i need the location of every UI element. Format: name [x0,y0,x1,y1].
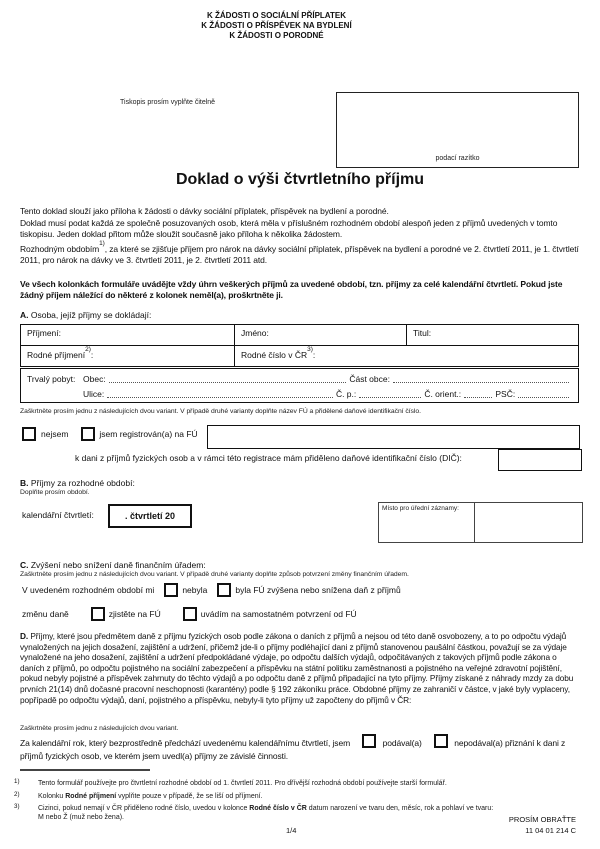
footnote-3-text [38,804,493,822]
official-records-label: Místo pro úřední záznamy: [382,505,459,512]
section-d-paragraph [20,631,582,705]
tax-change-row-1 [22,583,401,597]
footnote-ref-3: 3) [307,346,313,353]
footnote-3 [14,804,586,822]
checkbox-registrovan-label: jsem registrován(a) na FÚ [99,429,198,439]
footnote-2-marker: 2) [14,790,20,798]
intro-p3-pre: Rozhodným obdobím [20,243,100,254]
orient-no-field-line[interactable] [464,396,492,398]
page-number: 1/4 [286,826,297,835]
orient-no-label: Č. orient.: [424,389,462,399]
checkbox-nepodaval[interactable] [434,734,448,748]
section-b-heading [20,478,135,488]
section-c-note: Zaškrtněte prosím jednu z následujících dvou variant. V případě druhé varianty doplňte způsob potvrzení změny finančním úřadem. [20,571,409,578]
footnote-1 [14,779,586,788]
section-a-heading [20,310,151,320]
header-line-1: K ŽÁDOSTI O SOCIÁLNÍ PŘÍPLATEK [207,11,346,20]
footnote-separator [20,769,150,771]
fn3-bold: Rodné číslo v ČR [249,805,307,812]
checkbox-byla[interactable] [217,583,231,597]
footnote-ref-2: 2) [85,346,91,353]
fu-name-input[interactable] [207,425,580,449]
intro-bold-instruction: Ve všech kolonkách formuláře uvádějte vždy úhrn veškerých příjmů za uvedené období, tzn. příjmy za celé kalendářní čtvrtletí. Pokud jste žádný příjem náležící do některé z kolonek neměl(a), proškrtněte ji. [20,278,563,300]
birth-surname-field[interactable] [21,346,235,366]
residence-box [20,368,579,403]
title-label: Titul: [413,328,432,338]
checkbox-zjistete-na-fu[interactable] [91,607,105,621]
fill-legibly-note: Tiskopis prosím vyplňte čitelně [120,99,216,106]
turn-over-note: PROSÍM OBRAŤTE [508,815,576,824]
fn2-bold: Rodné příjmení [65,792,117,800]
fn2-post: vyplňte pouze v případě, že se liší od příjmení. [116,792,263,800]
dic-input[interactable] [498,449,582,471]
person-table [20,324,579,367]
filing-stamp-box[interactable] [336,92,579,168]
section-d-note: Zaškrtněte prosím jednu z následujících dvou variant. [20,725,179,732]
surname-label: Příjmení: [27,328,62,338]
header-line-3: K ŽÁDOSTI O PORODNÉ [229,31,324,40]
checkbox-samostatne-potvrzeni[interactable] [183,607,197,621]
checkbox-nejsem-label: nejsem [41,429,69,439]
section-c-heading [20,560,206,570]
city-label: Obec: [83,374,106,384]
checkbox-podaval[interactable] [362,734,376,748]
residence-row-1 [27,371,572,386]
section-b-note: Doplňte prosím období. [20,489,90,496]
firstname-field[interactable] [235,325,407,345]
section-c-letter: C. [20,560,29,570]
footnote-3-marker: 3) [14,803,20,810]
checkbox-nepodaval-label: nepodával(a) přiznání k dani z příjmů fyzických osob, ve kterém jsem uvedl(a) příjmy ze závislé činnosti. [20,738,566,761]
checkbox-nejsem[interactable] [22,427,36,441]
birth-surname-label: Rodné příjmení [27,349,86,360]
tax-change-pre: V uvedeném rozhodném období mi [22,585,155,595]
page-title: Doklad o výši čtvrtletního příjmu [175,171,425,188]
footnote-ref-1: 1) [99,240,105,247]
checkbox-jsem-registrovan[interactable] [81,427,95,441]
declaration-pre: Za kalendářní rok, který bezprostředně předchází uvedenému kalendářnímu čtvrtletí, jsem [20,738,351,748]
section-d-text: Příjmy, které jsou předmětem daně z příjmu fyzických osob podle zákona o daních z příjmů a nejsou od této daně osvobozeny, a to po odpočtu výdajů vynaložených na jejich dosažení, zajištění a udržení, přičemž jde-li o příjmy podléhající dani z příjmů stanovenou paušální částkou, považují se za výdaje vynaložené na jeho dosažení, zajištění a udržení předpokládané výdaje, po odpočtu dalších výdajů, odpočitávaných z takových příjmů podle zákona o daních z příjmů, po odpočtu pojistného na sociální zabezpečení a příspěvku na státní politiku zaměstnanosti a pojistného na veřejné zdravotní pojištění, pokud nebyly pojistné a příspěvek zahrnuty do těchto výdajů a po odpočtu daně z příjmů připadající na tyto příjmy. Příjmy získané z náhrady mzdy za dobu prvních 21(14) dnů dočasné pracovní neschopnosti (karantény) podle § 192 zákoníku práce. Obdobné příjmy ze zahraničí v částce, v jaké byly vyplaceny, popřípadě po odpočtu výdajů, daní, pojistného a příspěvku, nebyly-li tyto příjmy už započteny do příjmů v ČR: [20,631,574,705]
checkbox-podaval-label: podával(a) [382,738,422,748]
city-part-label: Část obce: [349,374,390,384]
tax-change-row2-pre: změnu daně [22,609,69,619]
footnote-1-text: Tento formulář používejte pro čtvrtletní rozhodné období od 1. čtvrtletí 2011. Pro dřívější rozhodná období používejte starší formulář. [38,780,447,787]
footnote-1-marker: 1) [14,778,20,785]
city-part-field-line[interactable] [393,381,569,383]
surname-field[interactable] [21,325,235,345]
footnote-2 [14,792,586,801]
section-a-title: Osoba, jejíž příjmy se dokládají: [28,310,152,320]
official-records-divider [474,503,475,542]
form-code: 11 04 01 214 C [525,826,576,835]
checkbox-nebyla[interactable] [164,583,178,597]
declaration-row [20,734,583,763]
footnotes [14,779,586,826]
footnote-2-text [38,792,263,801]
street-field-line[interactable] [107,396,333,398]
section-a-variant-note: Zaškrtněte prosím jednu z následujících dvou variant. V případě druhé varianty doplňte název FÚ a přidělené daňové identifikační číslo. [20,408,421,415]
tax-change-row-2 [22,607,357,621]
table-row [21,325,578,346]
official-records-box[interactable] [378,502,583,543]
quarter-input[interactable]: . čtvrtletí 20 [108,504,192,528]
header-line-2: K ŽÁDOSTI O PŘÍSPĚVEK NA BYDLENÍ [201,21,352,30]
form-purpose-header [0,11,553,41]
fn3-post: datum narození ve tvaru den, měsíc, rok a pohlaví ve tvaru: [306,805,494,812]
checkbox-zjistete-label: zjistěte na FÚ [108,609,161,619]
birth-number-label: Rodné číslo v ČR [241,349,308,360]
filing-stamp-label: podací razítko [435,155,480,162]
intro-paragraphs [20,206,581,302]
intro-paragraph-3 [20,241,581,266]
city-field-line[interactable] [109,381,347,383]
table-row [21,346,578,366]
house-no-field-line[interactable] [359,396,421,398]
colon: : [312,349,316,360]
residence-row-2 [27,386,572,401]
section-b-title: Příjmy za rozhodné období: [28,478,135,488]
zip-field-line[interactable] [518,396,569,398]
title-field[interactable] [407,325,578,345]
fu-registration-row [22,427,198,441]
fn2-pre: Kolonku [38,792,66,800]
section-b-letter: B. [20,478,29,488]
section-a-letter: A. [20,310,29,320]
checkbox-nebyla-label: nebyla [182,585,208,595]
colon: : [90,349,94,360]
checkbox-potvrzeni-label: uvádím na samostatném potvrzení od FÚ [200,609,357,619]
zip-label: PSČ: [495,389,516,399]
quarter-label: kalendářní čtvrtletí: [22,510,94,520]
house-no-label: Č. p.: [335,389,357,399]
residence-label: Trvalý pobyt: [27,374,76,384]
firstname-label: Jméno: [241,328,269,338]
street-label: Ulice: [83,389,105,399]
fn3-line2: M nebo Ž (muž nebo žena). [38,814,124,821]
intro-paragraph-1: Tento doklad slouží jako příloha k žádosti o dávky sociální příplatek, příspěvek na bydlení a porodné. [20,206,389,216]
checkbox-byla-label: byla FÚ zvýšena nebo snížena daň z příjmů [235,585,401,595]
fn3-pre: Cizinci, pokud nemají v ČR přiděleno rodné číslo, uvedou v kolonce [38,805,250,812]
tax-id-line: k dani z příjmů fyzických osob a v rámci této registrace mám přiděleno daňové identifikační číslo (DIČ): [75,453,462,463]
birth-number-field[interactable] [235,346,578,366]
section-d-letter: D. [20,631,29,641]
intro-p3-post: , za které se zjišťuje příjem pro nárok na dávky sociální příplatek, příspěvek na bydlení a porodné ve 2. čtvrtletí 2011, je 1. čtvrtletí 2011, pro nárok na dávky ve 3. čtvrtletí 2011, je 2. čtvrtletí 2011 atd. [20,243,579,265]
section-c-title: Zvýšení nebo snížení daně finančním úřadem: [28,560,206,570]
intro-paragraph-2: Doklad musí podat každá ze společně posuzovaných osob, která měla v příslušném rozhodném období alespoň jeden z příjmů uvedených v tomto tiskopisu. Jeden doklad přitom může sloužit současně jako příloha k několika žádostem. [20,218,558,239]
